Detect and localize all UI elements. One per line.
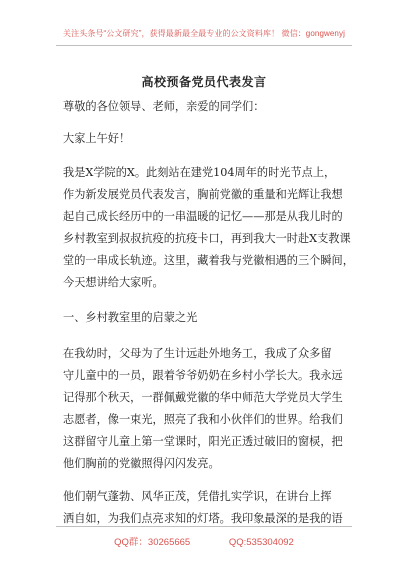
- paragraph-line: 乡村教室到叔叔抗疫的抗疫卡口，再到我大一时赴X支教课: [63, 232, 351, 245]
- footer-qq: QQ:535304092: [228, 537, 294, 548]
- greeting: 大家上午好！: [63, 132, 131, 145]
- paragraph-line: 志愿者，像一束光，照亮了我和小伙伴们的世界。给我们: [63, 413, 343, 426]
- paragraph-line: 今天想讲给大家听。: [63, 276, 164, 289]
- footer: [0, 534, 408, 548]
- paragraph-line: 洒自如，为我们点亮求知的灯塔。我印象最深的是我的语: [63, 512, 343, 525]
- section-heading: 一、乡村教室里的启蒙之光: [63, 311, 198, 324]
- paragraph-line: 在我幼时，父母为了生计远赴外地务工，我成了众多留: [63, 347, 332, 360]
- paragraph-line: 记得那个秋天，一群佩戴党徽的华中师范大学党员大学生: [63, 391, 343, 404]
- paragraph-line: 起自己成长经历中的一串温暖的记忆——那是从我儿时的: [63, 210, 343, 223]
- header-banner: 关注头条号“公文研究”，获得最新最全最专业的公文资料库！ 微信：gongwenyj: [63, 29, 345, 38]
- paragraph-line: 他们朝气蓬勃、风华正茂，凭借扎实学识，在讲台上挥: [63, 490, 332, 503]
- paragraph-line: 守儿童中的一员，跟着爷爷奶奶在乡村小学长大。我永远: [63, 369, 343, 382]
- header-divider: [56, 45, 352, 46]
- paragraph-line: 他们胸前的党徽照得闪闪发亮。: [63, 457, 220, 470]
- paragraph-line: 作为新发展党员代表发言，胸前党徽的重量和光辉让我想: [63, 188, 343, 201]
- footer-divider: [56, 526, 352, 527]
- footer-qq-group: QQ群：30265665: [114, 537, 191, 548]
- paragraph-line: 这群留守儿童上第一堂课时，阳光正透过破旧的窗棂，把: [63, 435, 343, 448]
- salutation: 尊敬的各位领导、老师，亲爱的同学们：: [63, 100, 265, 113]
- paragraph-line: 堂的一串成长轨迹。这里，藏着我与党徽相遇的三个瞬间，: [63, 254, 354, 267]
- document-title: 高校预备党员代表发言: [141, 75, 267, 89]
- paragraph-line: 我是X学院的X。此刻站在建党104周年的时光节点上，: [63, 166, 336, 179]
